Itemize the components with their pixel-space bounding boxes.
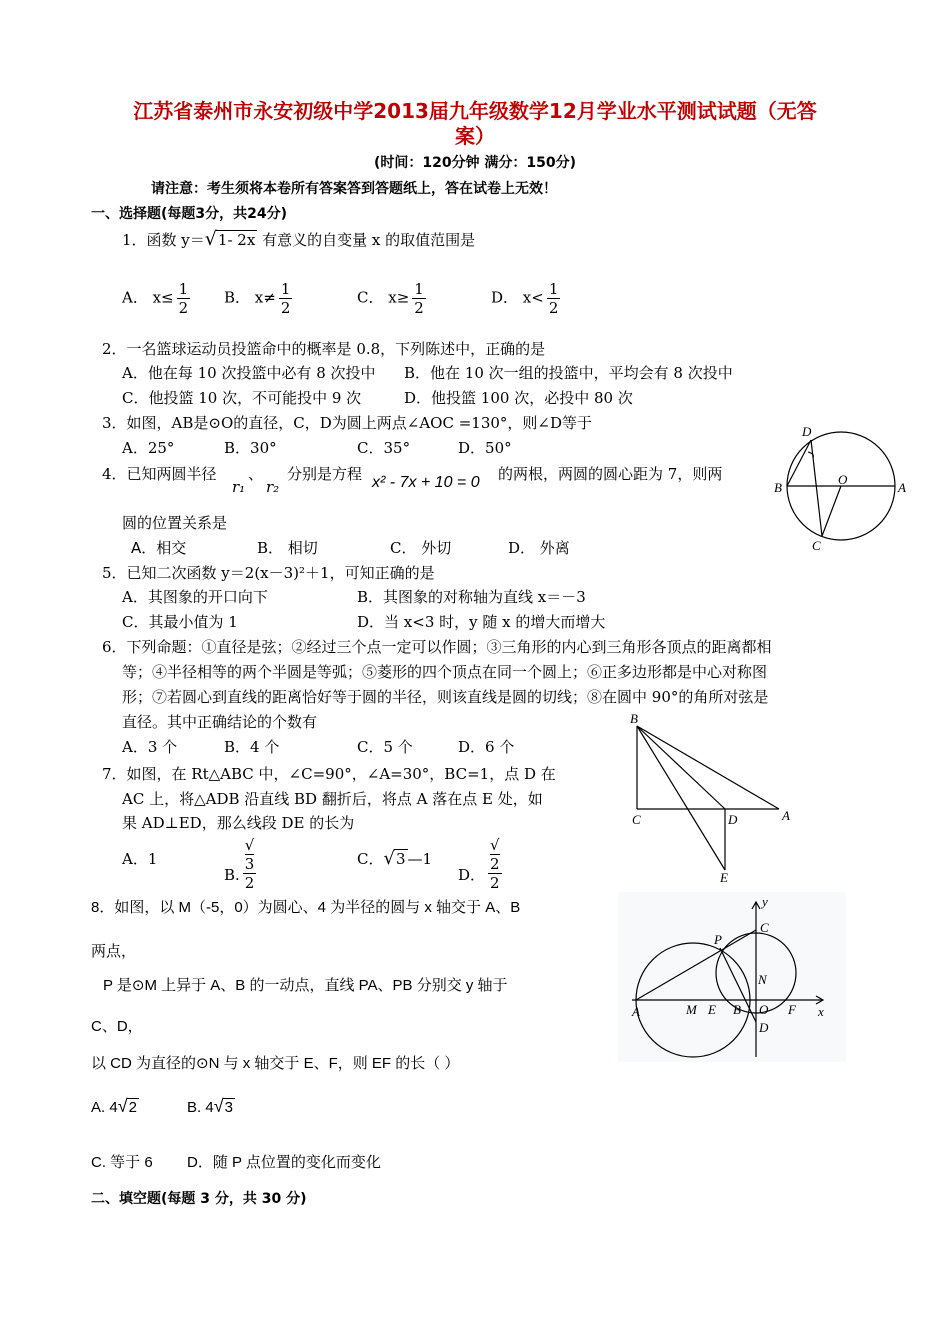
q6-option-a: A．3 个 [122,738,178,756]
label-a: A [782,808,790,823]
q4-option-a: A．相交 [131,539,187,557]
radicand: 2 [490,855,500,873]
sqrt-sign: √ [204,228,217,250]
label-b: B [630,712,638,726]
q5-option-a: A．其图象的开口向下 [122,588,268,606]
numerator [243,836,257,874]
q3-option-a: A．25° [122,439,175,457]
q7-option-c-suffix: —1 [407,850,433,868]
sqrt-sign: √ [383,848,395,869]
q4-separator: 、 [248,465,264,483]
q1-option-c-label: C． x≥ [357,288,410,307]
q6-option-c: C．5 个 [357,738,413,756]
coordinate-diagram-q8 [618,892,846,1062]
q7-option-b-label: B. [224,866,240,884]
segment-bd [637,726,725,809]
sqrt-sign: √ [117,1096,128,1116]
q2-option-b: B．他在 10 次一组的投篮中，平均会有 8 次投中 [404,364,733,382]
q8-option-c: C. 等于 6 [91,1154,153,1171]
q1-option-a-label: A． x≤ [122,288,174,307]
label-p: P [714,932,722,947]
segment-db [787,440,811,486]
q4-option-b: B． 相切 [257,539,318,557]
q1-option-b [224,280,295,317]
radicand: 2 [128,1099,137,1116]
q4-stem-mid: 分别是方程 [287,465,363,483]
label-d: D [728,812,738,827]
q6-option-b: B．4 个 [224,738,280,756]
denominator: 2 [280,299,291,317]
q1-option-d-label: D． x< [491,288,544,307]
label-d: D [802,424,812,439]
fraction [488,836,502,892]
sqrt-sign: √ [213,1096,224,1116]
numerator: 1 [414,280,424,298]
label-o: O [838,472,848,487]
denominator: 2 [490,874,500,892]
q1-stem-suffix: 有意义的自变量 x 的取值范围是 [262,231,476,249]
denominator: 2 [244,874,255,892]
triangle-diagram-q7 [622,712,802,884]
label-x: x [818,1004,824,1019]
label-o: O [759,1002,769,1017]
question-5-stem: 5．已知二次函数 y＝2(x－3)²＋1，可知正确的是 [102,564,435,582]
label-c: C [632,812,641,827]
label-f: F [788,1002,796,1017]
label-a: A [898,480,906,495]
q2-option-a: A．他在每 10 次投篮中必有 8 次投中 [122,364,376,382]
q7-option-a: A．1 [122,850,158,868]
question-8-line2: 两点， [91,943,137,960]
circle-diagram-q3 [770,422,910,552]
numerator: 1 [548,280,559,298]
label-e: E [720,870,728,884]
label-c: C [760,920,769,935]
radicand: 3 [224,1099,233,1116]
question-7-line3: 果 AD⊥ED，那么线段 DE 的长为 [122,814,355,832]
label-b: B [774,480,782,495]
denominator: 2 [548,299,559,317]
question-8-line3: P 是⊙M 上异于 A、B 的一动点，直线 PA、PB 分别交 y 轴于 [103,977,508,994]
q4-stem-line2: 圆的位置关系是 [122,514,228,532]
q5-option-d: D．当 x<3 时，y 随 x 的增大而增大 [357,613,606,631]
question-1-stem [122,228,475,250]
q3-option-d: D．50° [458,439,512,457]
q7-option-c [357,848,432,869]
q8-option-d: D．随 P 点位置的变化而变化 [187,1154,381,1171]
time-info: (时间：120分钟 满分：150分) [373,155,577,171]
q4-stem-suffix: 的两根，两圆的圆心距为 7，则两 [498,465,723,483]
q7-option-b [224,836,259,892]
label-n: N [758,972,767,987]
fraction [412,280,426,317]
segment-ba [637,726,779,809]
q5-option-b: B．其图象的对称轴为直线 x＝－3 [357,588,586,606]
label-y: y [762,894,768,909]
q1-radicand: 1- 2x [217,231,256,249]
question-6-line2: 等；④半径相等的两个半圆是等弧；⑤菱形的四个顶点在同一个圆上；⑥正多边形都是中心对称图 [122,663,768,681]
question-8-line5: 以 CD 为直径的⊙N 与 x 轴交于 E、F，则 EF 的长（ ） [91,1055,460,1072]
numerator: 1 [178,280,189,298]
denominator: 2 [414,299,424,317]
q4-option-c: C． 外切 [390,539,452,557]
q7-option-d [458,836,505,892]
q4-equation: x² - 7x + 10 = 0 [372,474,480,491]
section-2-heading: 二、填空题(每题 3 分，共 30 分) [91,1191,307,1207]
sqrt-sign: √ [490,836,500,854]
fraction [279,280,293,317]
q8-option-b-label: B. 4 [187,1099,214,1116]
figure-background [618,892,846,1062]
label-c: C [812,538,821,552]
q8-option-a-label: A. 4 [91,1099,118,1116]
question-7-line1: 7．如图，在 Rt△ABC 中，∠C=90°，∠A=30°，BC=1，点 D 在 [102,765,556,783]
document-title-line2: 案） [455,124,495,148]
label-d: D [759,1020,769,1035]
radicand: 3 [395,850,406,868]
q8-option-a [91,1096,139,1117]
q2-option-c: C．他投篮 10 次，不可能投中 9 次 [122,389,362,407]
q1-option-d [491,280,563,317]
q1-option-a [122,280,193,317]
radicand: 3 [244,855,255,873]
question-6-line4: 直径。其中正确结论的个数有 [122,713,318,731]
question-8-line4: C、D， [91,1018,143,1035]
question-2-stem: 2．一名篮球运动员投篮命中的概率是 0.8，下列陈述中，正确的是 [102,340,546,358]
label-m: M [686,1002,697,1017]
question-3-stem: 3．如图，AB是⊙O的直径，C，D为圆上两点∠AOC =130°，则∠D等于 [102,414,593,432]
q3-option-b: B．30° [224,439,277,457]
question-7-line2: AC 上，将△ADB 沿直线 BD 翻折后，将点 A 落在点 E 处，如 [122,790,543,808]
fraction [177,280,191,317]
q7-option-c-label: C． [357,850,384,868]
numerator: 1 [280,280,291,298]
q2-option-d: D．他投篮 100 次，必投中 80 次 [404,389,633,407]
segment-be [637,726,725,870]
label-b: B [733,1002,741,1017]
sqrt-sign: √ [244,836,255,854]
notice: 请注意：考生须将本卷所有答案答到答题纸上，答在试卷上无效！ [151,181,557,197]
q1-option-b-label: B． x≠ [224,288,276,307]
q4-r1: r₁ [232,478,246,496]
numerator [488,836,502,874]
label-a: A [632,1004,640,1019]
q6-option-d: D．6 个 [458,738,515,756]
denominator: 2 [178,299,189,317]
document-title-line1: 江苏省泰州市永安初级中学2013届九年级数学12月学业水平测试试题（无答 [133,99,817,123]
q1-option-c [357,280,429,317]
q7-option-d-label: D． [458,866,486,884]
question-4-stem-prefix: 4．已知两圆半径 [102,465,217,483]
q8-option-b [187,1096,235,1117]
q4-r2: r₂ [266,478,280,496]
fraction [243,836,257,892]
question-6-line3: 形；⑦若圆心到直线的距离恰好等于圆的半径，则该直线是圆的切线；⑧在圆中 90°的角所对弦是 [122,688,769,706]
q3-option-c: C．35° [357,439,411,457]
segment-oc [822,486,841,536]
question-8-line1: 8．如图，以 M（-5，0）为圆心、4 为半径的圆与 x 轴交于 A、B [91,899,521,916]
q4-option-d: D． 外离 [508,539,570,557]
q5-option-c: C．其最小值为 1 [122,613,238,631]
fraction [547,280,561,317]
q1-stem-prefix: 1．函数 y＝ [122,231,205,249]
label-e: E [708,1002,716,1017]
section-1-heading: 一、选择题(每题3分，共24分) [91,206,288,222]
question-6-line1: 6．下列命题：①直径是弦；②经过三个点一定可以作圆；③三角形的内心到三角形各顶点的距离都相 [102,638,772,656]
